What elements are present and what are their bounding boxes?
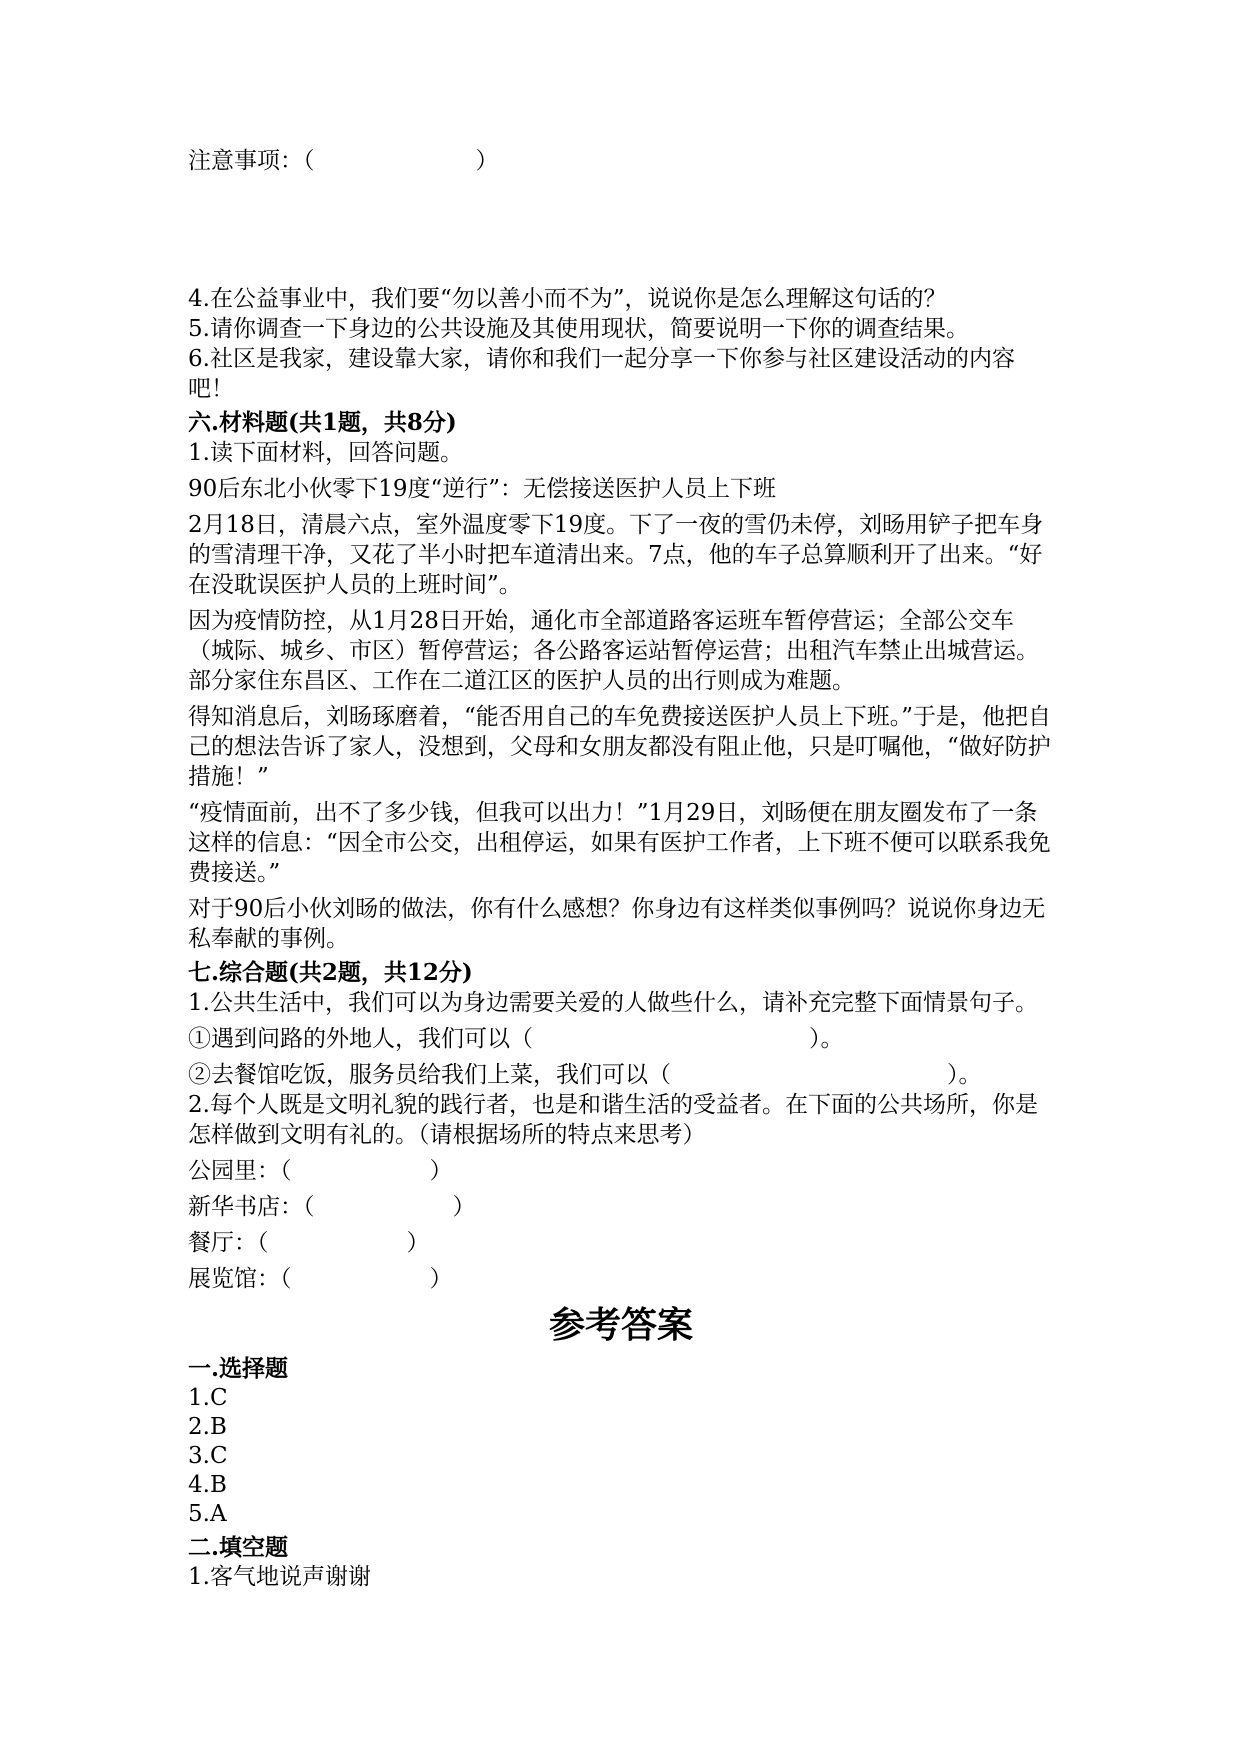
section-7-question-1: 1.公共生活中，我们可以为身边需要关爱的人做些什么，请补充完整下面情景句子。 — [188, 990, 1038, 1016]
section-7-q2-item-restaurant: 餐厅：（ ） — [188, 1230, 430, 1256]
top-note: 注意事项：（ ） — [188, 148, 499, 174]
section-7-q2-item-bookstore: 新华书店：（ ） — [188, 1194, 476, 1220]
question-4: 4.在公益事业中，我们要“勿以善小而不为”，说说你是怎么理解这句话的？ — [188, 286, 947, 312]
answer-item: 1.客气地说声谢谢 — [188, 1564, 371, 1590]
answer-item: 1.C — [188, 1385, 228, 1411]
section-7-q1-item-2: ②去餐馆吃饭，服务员给我们上菜，我们可以（ ）。 — [188, 1062, 982, 1088]
answer-item: 3.C — [188, 1443, 228, 1469]
answers-section-2-title: 二.填空题 — [188, 1534, 289, 1561]
section-6-title: 六.材料题(共1题，共8分) — [188, 409, 457, 436]
material-paragraph-2: 因为疫情防控，从1月28日开始，通化市全部道路客运班车暂停营运；全部公交车（城际、城乡、市区）暂停营运；各公路客运站暂停运营；出租汽车禁止出城营运。部分家住东昌区、工作在二道江区的医护人员的出行则成为难题。 — [188, 608, 1039, 694]
material-title: 90后东北小伙零下19度“逆行”：无偿接送医护人员上下班 — [188, 476, 777, 502]
material-question: 对于90后小伙刘旸的做法，你有什么感想？你身边有这样类似事例吗？说说你身边无私奉献的事例。 — [188, 896, 1046, 952]
material-paragraph-3: 得知消息后，刘旸琢磨着，“能否用自己的车免费接送医护人员上下班。”于是，他把自己的想法告诉了家人，没想到，父母和女朋友都没有阻止他，只是叮嘱他，“做好防护措施！” — [188, 704, 1052, 790]
question-6: 6.社区是我家，建设靠大家，请你和我们一起分享一下你参与社区建设活动的内容吧！ — [188, 346, 1015, 402]
section-7-q1-item-1: ①遇到问路的外地人，我们可以（ ）。 — [188, 1026, 844, 1052]
section-7-q2-item-park: 公园里：（ ） — [188, 1158, 453, 1184]
material-paragraph-1: 2月18日，清晨六点，室外温度零下19度。下了一夜的雪仍未停，刘旸用铲子把车身的雪清理干净，又花了半小时把车道清出来。7点，他的车子总算顺利开了出来。“好在没耽误医护人员的上班时间”。 — [188, 512, 1044, 598]
section-6-question-1: 1.读下面材料，回答问题。 — [188, 440, 463, 466]
answer-space — [188, 176, 1054, 284]
answer-item: 2.B — [188, 1414, 227, 1440]
section-7-q2-item-exhibition: 展览馆：（ ） — [188, 1266, 453, 1292]
answers-title: 参考答案 — [548, 1304, 693, 1346]
section-7-question-2: 2.每个人既是文明礼貌的践行者，也是和谐生活的受益者。在下面的公共场所，你是怎样做到文明有礼的。（请根据场所的特点来思考） — [188, 1092, 1038, 1148]
material-paragraph-4: “疫情面前，出不了多少钱，但我可以出力！”1月29日，刘旸便在朋友圈发布了一条这样的信息：“因全市公交，出租停运，如果有医护工作者，上下班不便可以联系我免费接送。” — [188, 800, 1051, 886]
answers-section-1-title: 一.选择题 — [188, 1355, 289, 1382]
answer-item: 4.B — [188, 1472, 227, 1498]
section-7-title: 七.综合题(共2题，共12分) — [188, 959, 473, 986]
answer-item: 5.A — [188, 1501, 227, 1527]
question-5: 5.请你调查一下身边的公共设施及其使用现状，简要说明一下你的调查结果。 — [188, 316, 969, 342]
page-content — [188, 146, 1054, 1592]
